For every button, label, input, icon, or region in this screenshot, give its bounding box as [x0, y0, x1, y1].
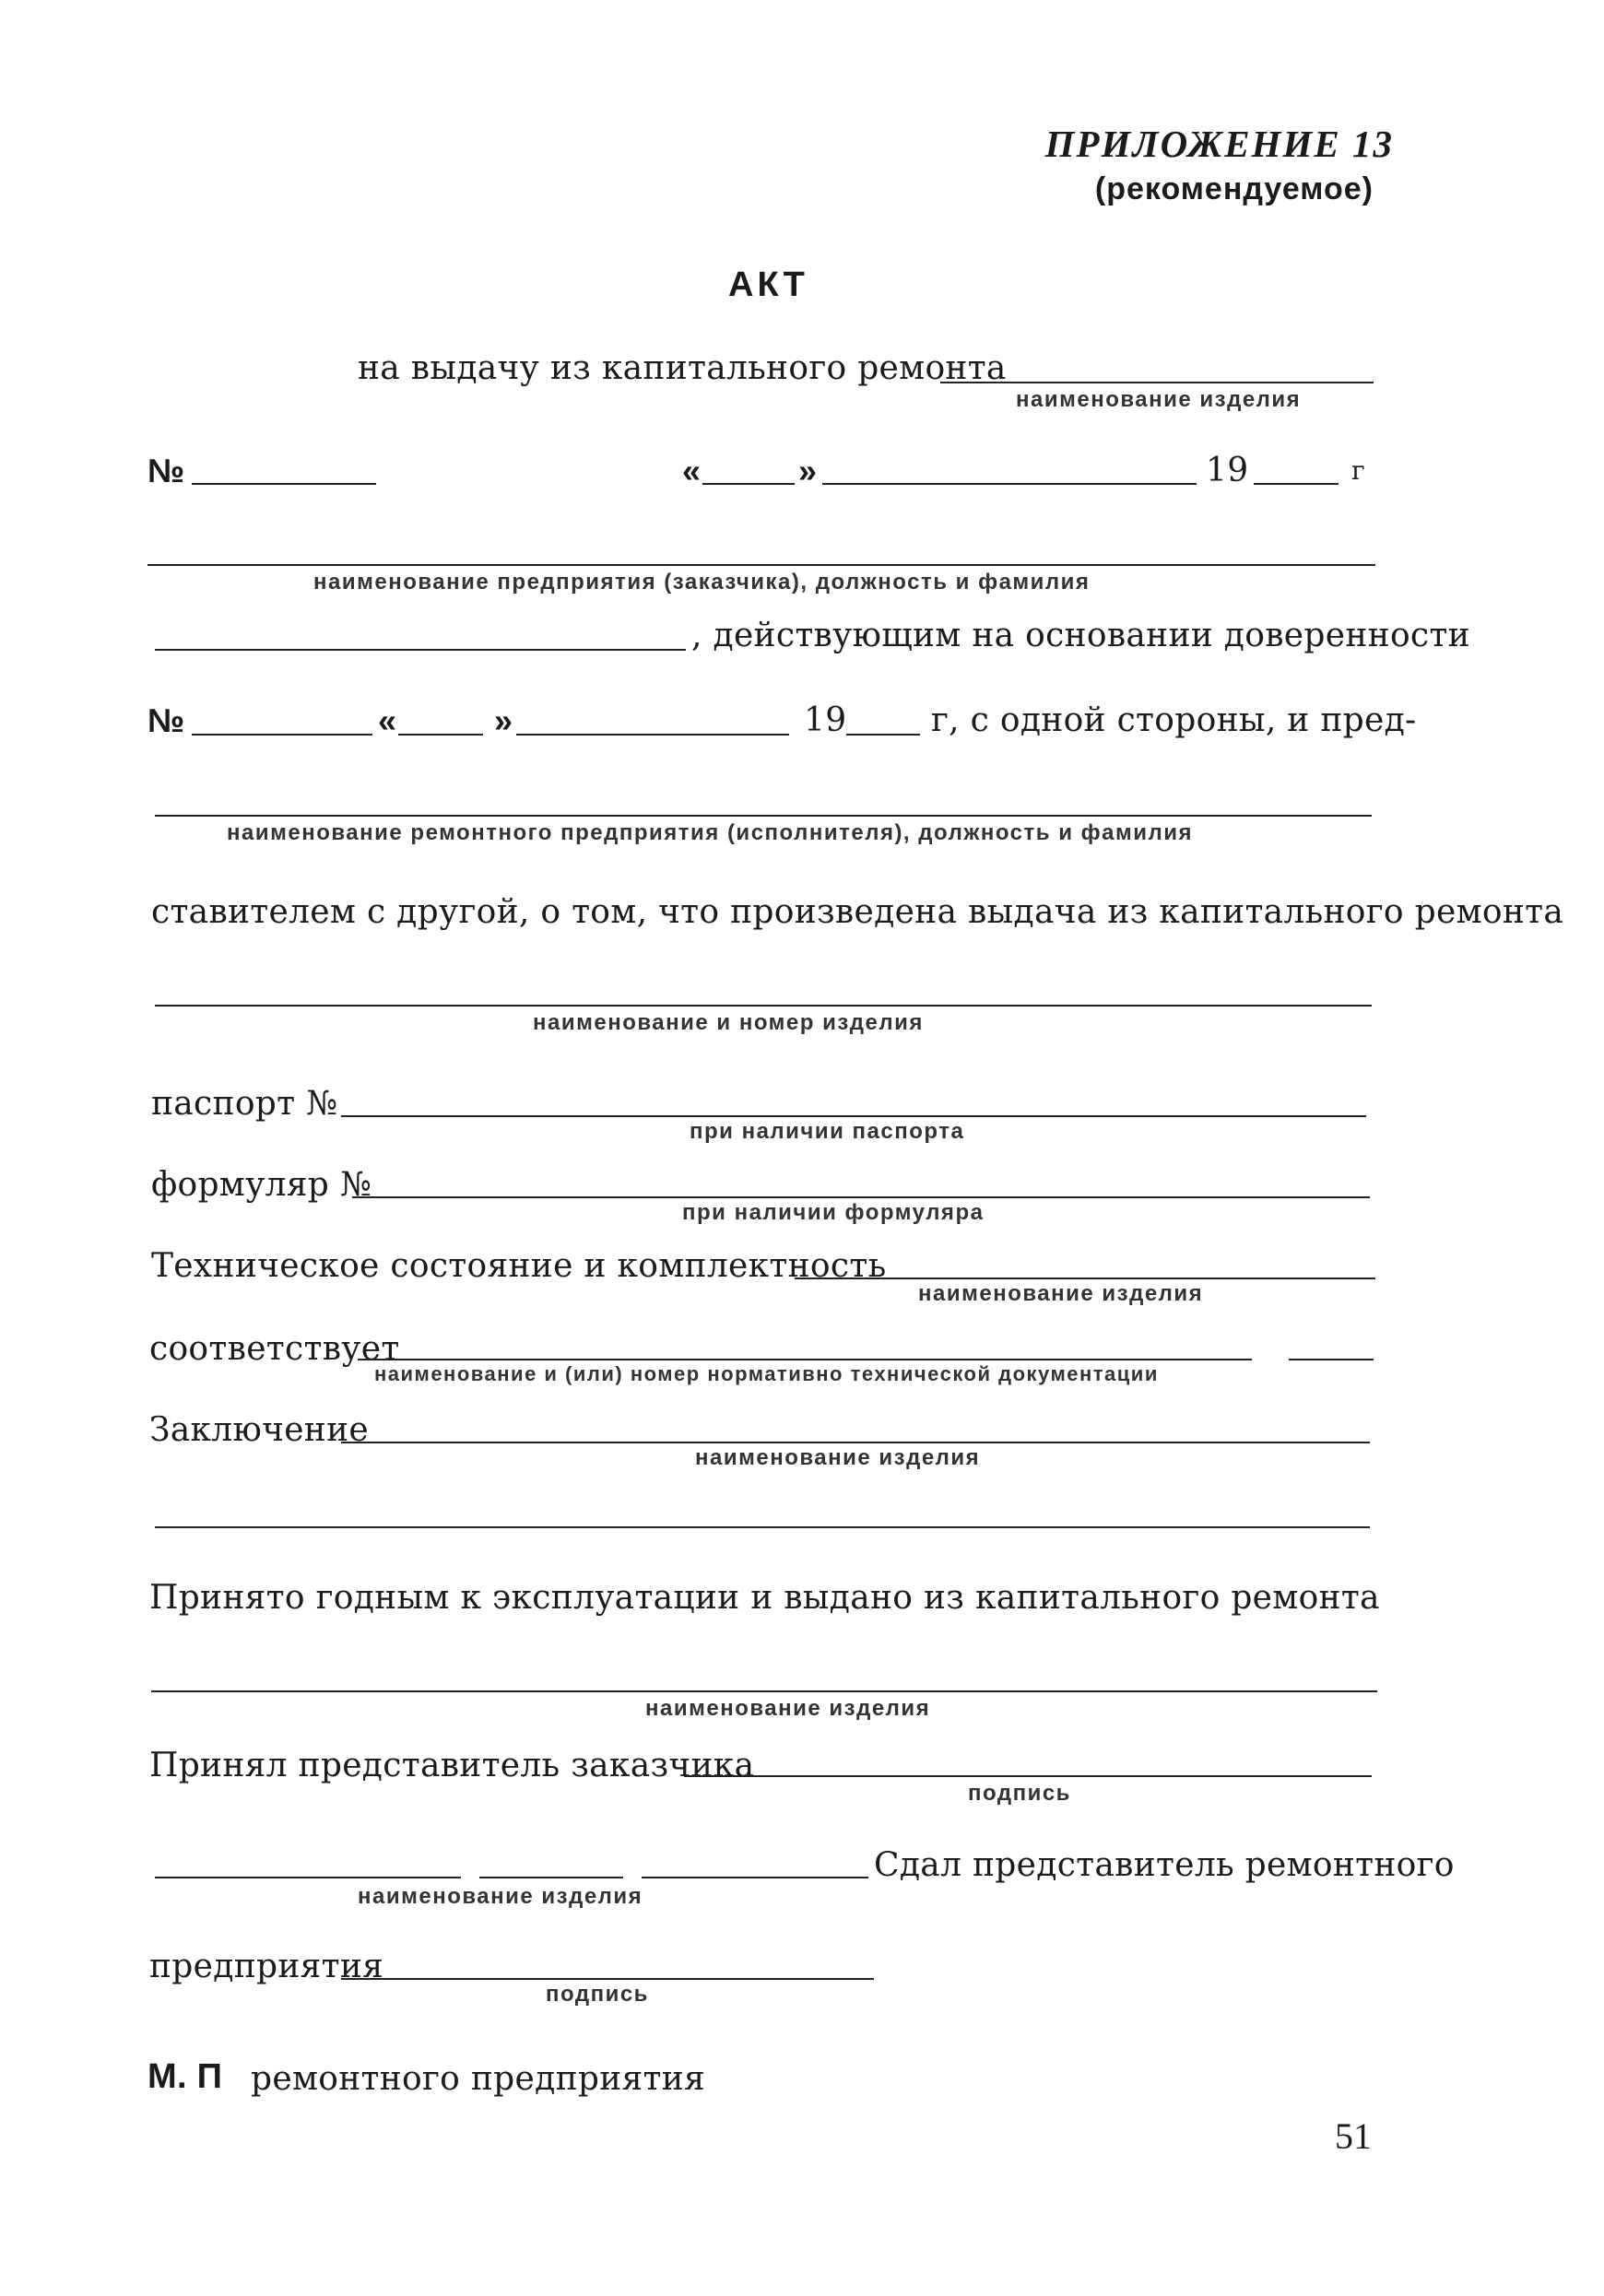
repair-signature-caption: подпись	[546, 1982, 649, 2007]
name-number-caption: наименование и номер изделия	[533, 1010, 924, 1035]
quote-open-2: «	[378, 701, 397, 739]
month-line	[822, 483, 1197, 485]
one-side-text: г, с одной стороны, и пред-	[931, 701, 1417, 739]
proxy-number-line	[192, 734, 372, 736]
handed-over-line-1	[155, 1877, 461, 1878]
acting-on-basis-text: , действующим на основании доверенности	[691, 617, 1470, 654]
passport-line	[341, 1115, 1366, 1117]
year-prefix: 19	[1206, 452, 1249, 489]
logbook-caption: при наличии формуляра	[682, 1200, 985, 1225]
company-line	[147, 564, 1375, 566]
company-caption: наименование предприятия (заказчика), должность и фамилия	[313, 570, 1091, 595]
act-number-line	[192, 483, 376, 485]
logbook-label: формуляр №	[151, 1166, 372, 1204]
repair-company-line	[155, 815, 1372, 817]
product-name-caption: наименование изделия	[1016, 387, 1302, 412]
tech-state-caption: наименование изделия	[918, 1281, 1204, 1306]
year-suffix: г	[1351, 455, 1365, 486]
handed-over-line-3	[642, 1877, 868, 1878]
quote-open: «	[682, 452, 702, 489]
customer-rep-label: Принял представитель заказчика	[149, 1747, 755, 1784]
seal-label: М. П	[147, 2057, 223, 2096]
conclusion-caption: наименование изделия	[695, 1445, 981, 1470]
corresponds-line-end	[1289, 1359, 1374, 1360]
repair-company-caption: наименование ремонтного предприятия (исполнителя), должность и фамилия	[227, 820, 1193, 845]
accepted-fit-caption: наименование изделия	[645, 1696, 931, 1721]
handed-over-line-2	[479, 1877, 623, 1878]
handed-over-caption: наименование изделия	[358, 1884, 643, 1909]
corresponds-line	[358, 1359, 1252, 1360]
passport-caption: при наличии паспорта	[690, 1119, 965, 1144]
quote-close: »	[798, 452, 818, 489]
year-line	[1254, 483, 1339, 485]
product-name-number-line	[155, 1005, 1372, 1007]
tech-state-label: Техническое состояние и комплектность	[151, 1247, 887, 1285]
number-sign: №	[147, 452, 185, 489]
normative-caption: наименование и (или) номер нормативно технической документации	[374, 1362, 1159, 1385]
proxy-year-line	[846, 734, 920, 736]
conclusion-label: Заключение	[149, 1411, 370, 1449]
other-side-text: ставителем с другой, о том, что произведена выдача из капитального ремонта	[151, 893, 1564, 931]
recommended-note: (рекомендуемое)	[1094, 171, 1374, 206]
rep-name-line	[155, 649, 686, 651]
day-line	[702, 483, 795, 485]
issue-from-repair-text: на выдачу из капитального ремонта	[358, 349, 1007, 387]
proxy-day-line	[398, 734, 483, 736]
customer-signature-line	[684, 1775, 1372, 1777]
enterprise-label: предприятия	[149, 1948, 384, 1985]
tech-state-line	[795, 1278, 1375, 1279]
corresponds-label: соответствует	[149, 1330, 400, 1368]
accepted-product-line	[151, 1690, 1377, 1692]
number-sign-2: №	[147, 701, 185, 739]
document-title: АКТ	[728, 265, 808, 304]
year-prefix-2: 19	[804, 701, 847, 739]
seal-text: ремонтного предприятия	[251, 2060, 706, 2098]
conclusion-line-2	[155, 1526, 1370, 1528]
customer-signature-caption: подпись	[968, 1781, 1071, 1806]
repair-signature-line	[341, 1978, 874, 1980]
passport-label: паспорт №	[151, 1085, 338, 1123]
quote-close-2: »	[494, 701, 513, 739]
page-number: 51	[1335, 2115, 1372, 2157]
handed-over-text: Сдал представитель ремонтного	[874, 1846, 1455, 1884]
logbook-line	[352, 1196, 1370, 1198]
conclusion-line	[341, 1442, 1370, 1443]
product-name-line	[940, 382, 1374, 383]
accepted-fit-text: Принято годным к эксплуатации и выдано из капитального ремонта	[149, 1579, 1380, 1617]
appendix-heading: ПРИЛОЖЕНИЕ 13	[1044, 123, 1394, 165]
proxy-month-line	[516, 734, 789, 736]
